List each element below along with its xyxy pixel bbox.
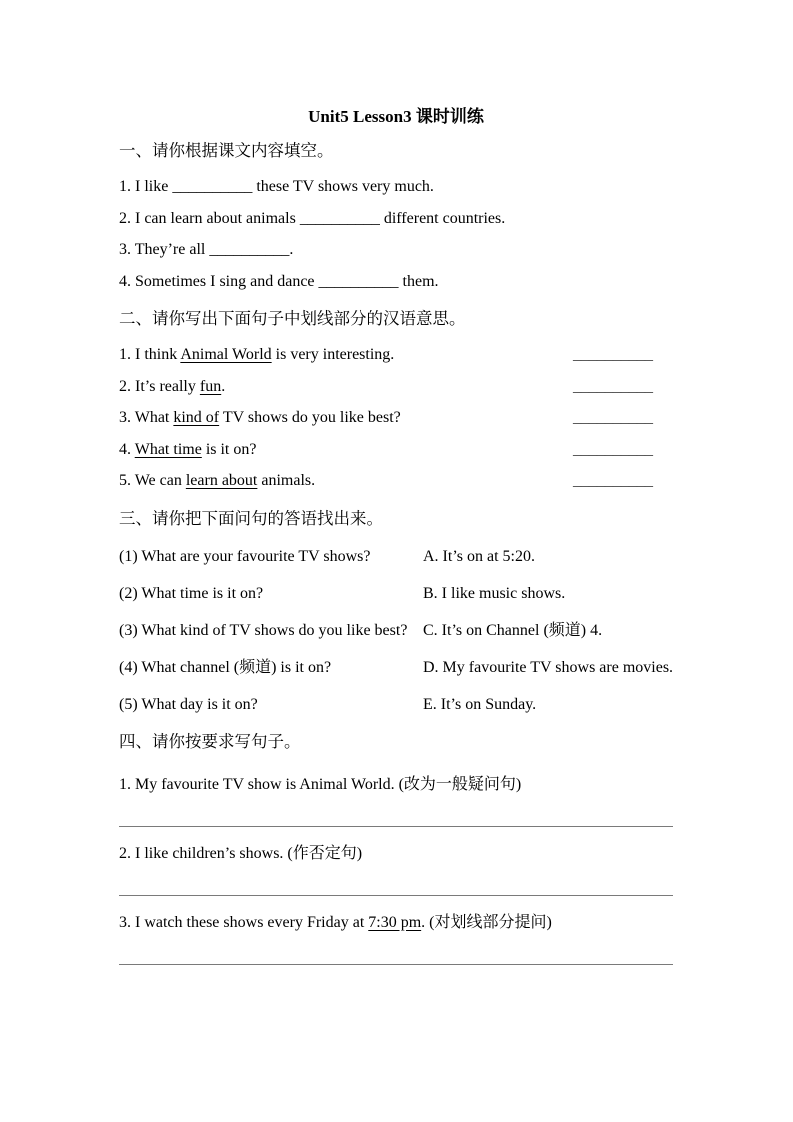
answer-blank: __________ [573,409,653,426]
match-row [119,542,673,572]
section-4-heading: 四、请你按要求写句子。 [119,731,301,751]
exercise-item [119,339,673,371]
underlined-text: 7:30 pm [368,913,422,931]
exercise-item [119,402,673,434]
underlined-text: learn about [185,472,258,489]
item-text: 2. It’s really fun. [119,377,226,395]
item-text: 3. What kind of TV shows do you like best? [119,409,401,426]
exercise-item: 2. I can learn about animals __________ different countries. [119,209,506,227]
match-row [119,616,673,646]
exercise-item [119,371,673,403]
underlined-text: What time [134,440,202,458]
answer-blank: __________ [573,377,653,395]
underlined-text: Animal World [180,346,272,363]
exercise-item: 3. They’re all __________. [119,241,294,258]
match-answer: E. It’s on Sunday. [423,695,537,713]
match-question: (3) What kind of TV shows do you like best? [119,621,408,639]
match-answer: C. It’s on Channel (频道) 4. [423,621,603,639]
answer-blank: __________ [573,440,653,458]
match-question: (2) What time is it on? [119,584,264,602]
match-answer: D. My favourite TV shows are movies. [423,658,674,676]
exercise-item: 1. I like __________ these TV shows very much. [119,178,434,195]
exercise-item: 1. My favourite TV show is Animal World. (改为一般疑问句) [119,775,522,793]
match-question: (5) What day is it on? [119,695,258,713]
match-answer: B. I like music shows. [423,584,566,602]
match-row [119,690,673,720]
section-fill-in-blanks [119,135,673,297]
page-title: Unit5 Lesson3 课时训练 [308,107,484,126]
exercise-item: 4. Sometimes I sing and dance __________ them. [119,272,439,290]
exercise-item: 3. I watch these shows every Friday at 7:30 pm. (对划线部分提问) [119,913,552,931]
match-row [119,579,673,609]
exercise-item: 2. I like children’s shows. (作否定句) [119,844,363,862]
section-rewrite [119,726,673,965]
answer-line [119,826,673,827]
item-text: 5. We can learn about animals. [119,472,316,489]
answer-line [119,964,673,965]
match-row [119,653,673,683]
match-answer: A. It’s on at 5:20. [423,547,535,565]
answer-line [119,895,673,896]
item-text: 1. I think Animal World is very interesting. [119,346,395,363]
match-question: (4) What channel (频道) is it on? [119,658,332,676]
exercise-item [119,434,673,466]
answer-blank: __________ [573,346,653,363]
section-2-heading: 二、请你写出下面句子中划线部分的汉语意思。 [119,309,466,328]
answer-blank: __________ [573,472,653,489]
section-1-heading: 一、请你根据课文内容填空。 [119,141,334,160]
underlined-text: kind of [173,409,220,426]
item-text: 4. What time is it on? [119,440,257,458]
match-question: (1) What are your favourite TV shows? [119,547,371,565]
exercise-item [119,465,673,497]
section-translation [119,303,673,497]
section-3-heading: 三、请你把下面问句的答语找出来。 [119,508,383,528]
underlined-text: fun [199,377,222,395]
section-matching [119,503,673,720]
